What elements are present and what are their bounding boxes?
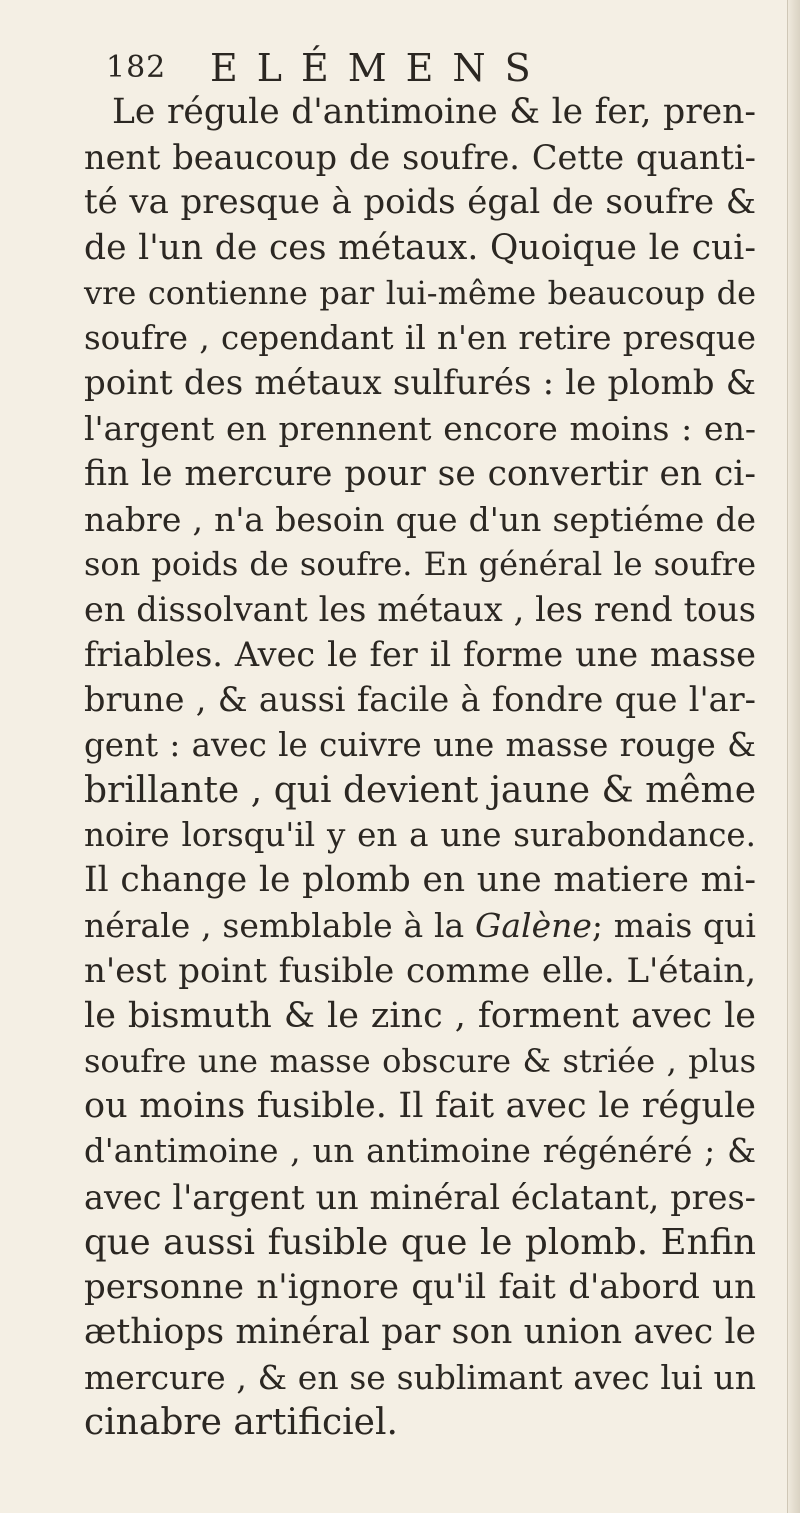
text-line: mercure , & en se sublimant avec lui un xyxy=(84,1358,756,1398)
text-line: le bismuth & le zinc , forment avec le xyxy=(84,995,756,1036)
text-line: son poids de soufre. En général le soufre xyxy=(84,544,756,583)
page-number: 182 xyxy=(106,50,167,85)
text-line: friables. Avec le fer il forme une masse xyxy=(84,635,756,675)
text-fragment: ; mais qui xyxy=(591,906,756,946)
text-line: nabre , n'a besoin que d'un septiéme de xyxy=(84,499,756,539)
text-line: fin le mercure pour se convertir en ci- xyxy=(84,453,756,494)
text-line: gent : avec le cuivre une masse rouge & xyxy=(84,725,756,764)
text-line: ou moins fusible. Il fait avec le régule xyxy=(84,1086,756,1127)
text-line: d'antimoine , un antimoine régénéré ; & xyxy=(84,1132,756,1171)
running-title: ELÉMENS xyxy=(210,46,550,90)
italic-term-galene: Galène xyxy=(474,906,592,946)
text-line: nent beaucoup de soufre. Cette quanti- xyxy=(84,138,756,178)
text-line: soufre une masse obscure & striée , plus xyxy=(84,1041,756,1080)
text-line: avec l'argent un minéral éclatant, pres- xyxy=(84,1177,756,1217)
text-line: Le régule d'antimoine & le fer, pren- xyxy=(112,92,756,132)
text-line: personne n'ignore qu'il fait d'abord un xyxy=(84,1266,756,1307)
text-line: Il change le plomb en une matiere mi- xyxy=(84,860,756,901)
text-line: brillante , qui devient jaune & même xyxy=(84,769,756,811)
text-line: vre contienne par lui-même beaucoup de xyxy=(84,273,756,312)
page-header xyxy=(106,42,746,92)
text-line: en dissolvant les métaux , les rend tous xyxy=(84,590,756,630)
text-line: noire lorsqu'il y en a une surabondance. xyxy=(84,816,756,854)
text-line: point des métaux sulfurés : le plomb & xyxy=(84,363,756,404)
text-line: brune , & aussi facile à fondre que l'ar- xyxy=(84,680,756,720)
text-line: té va presque à poids égal de soufre & xyxy=(84,182,756,223)
body-text xyxy=(84,90,756,1446)
text-line: soufre , cependant il n'en retire presque xyxy=(84,318,756,357)
text-line: cinabre artificiel. xyxy=(84,1402,398,1444)
text-line: n'est point fusible comme elle. L'étain, xyxy=(84,950,756,991)
page-edge xyxy=(787,0,800,1513)
text-line: que aussi fusible que le plomb. Enfin xyxy=(84,1221,756,1263)
text-line: l'argent en prennent encore moins : en- xyxy=(84,409,756,449)
text-line xyxy=(84,903,756,948)
text-line: de l'un de ces métaux. Quoique le cui- xyxy=(84,227,756,268)
text-line: æthiops minéral par son union avec le xyxy=(84,1312,756,1353)
text-fragment: nérale , semblable à la xyxy=(84,906,475,946)
